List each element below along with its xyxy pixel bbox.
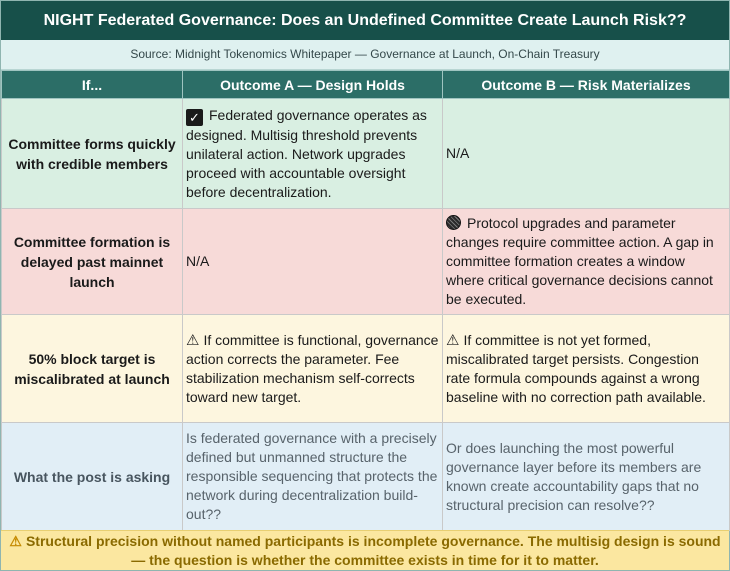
outcome-b-cell — [443, 315, 730, 423]
row-condition: Committee forms quickly with credible members — [2, 99, 183, 209]
row-condition: Committee formation is delayed past mainnet launch — [2, 209, 183, 315]
table-row — [2, 209, 730, 315]
table-header-row — [2, 71, 730, 99]
outcome-b-text: Protocol upgrades and parameter changes require committee action. A gap in committee formation creates a window where critical governance decisions cannot be executed. — [446, 215, 714, 307]
outcome-b-cell — [443, 209, 730, 315]
column-header-if: If... — [2, 71, 183, 99]
source-line: Source: Midnight Tokenomics Whitepaper — Governance at Launch, On-Chain Treasury — [1, 40, 729, 70]
table-row — [2, 423, 730, 531]
outcome-a-text: Federated governance operates as designed. Multisig threshold prevents unilateral action. Network upgrades proceed with accountable oversight before decentralization. — [186, 106, 427, 200]
warning-icon: ⚠ — [446, 331, 460, 349]
outcome-a-cell — [183, 99, 443, 209]
warning-icon: ⚠ — [186, 331, 200, 349]
warning-icon: ⚠ — [9, 533, 22, 549]
conclusion-banner — [1, 530, 729, 570]
stop-circle-icon — [446, 215, 461, 230]
column-header-outcome-b: Outcome B — Risk Materializes — [443, 71, 730, 99]
conclusion-text: Structural precision without named participants is incomplete governance. The multisig design is sound — the question is whether the committee exists in time for it to matter. — [25, 533, 721, 568]
outcome-table — [1, 70, 730, 531]
table-row — [2, 99, 730, 209]
outcome-b-cell: N/A — [443, 99, 730, 209]
outcome-a-cell — [183, 315, 443, 423]
check-mark-icon: ✓ — [186, 109, 203, 126]
row-condition: What the post is asking — [2, 423, 183, 531]
table-row — [2, 315, 730, 423]
outcome-a-cell: Is federated governance with a precisely defined but unmanned structure the responsible sequencing that protects the network during decentralization build-out?? — [183, 423, 443, 531]
outcome-a-text: If committee is functional, governance action corrects the parameter. Fee stabilization mechanism self-corrects toward new target. — [186, 331, 439, 405]
row-condition: 50% block target is miscalibrated at launch — [2, 315, 183, 423]
outcome-b-cell: Or does launching the most powerful governance layer before its members are known create accountability gaps that no structural precision can resolve?? — [443, 423, 730, 531]
outcome-a-cell: N/A — [183, 209, 443, 315]
page-title: NIGHT Federated Governance: Does an Undefined Committee Create Launch Risk?? — [1, 1, 729, 40]
column-header-outcome-a: Outcome A — Design Holds — [183, 71, 443, 99]
outcome-b-text: If committee is not yet formed, miscalibrated target persists. Congestion rate formula compounds against a wrong baseline with no correction path available. — [446, 331, 706, 405]
